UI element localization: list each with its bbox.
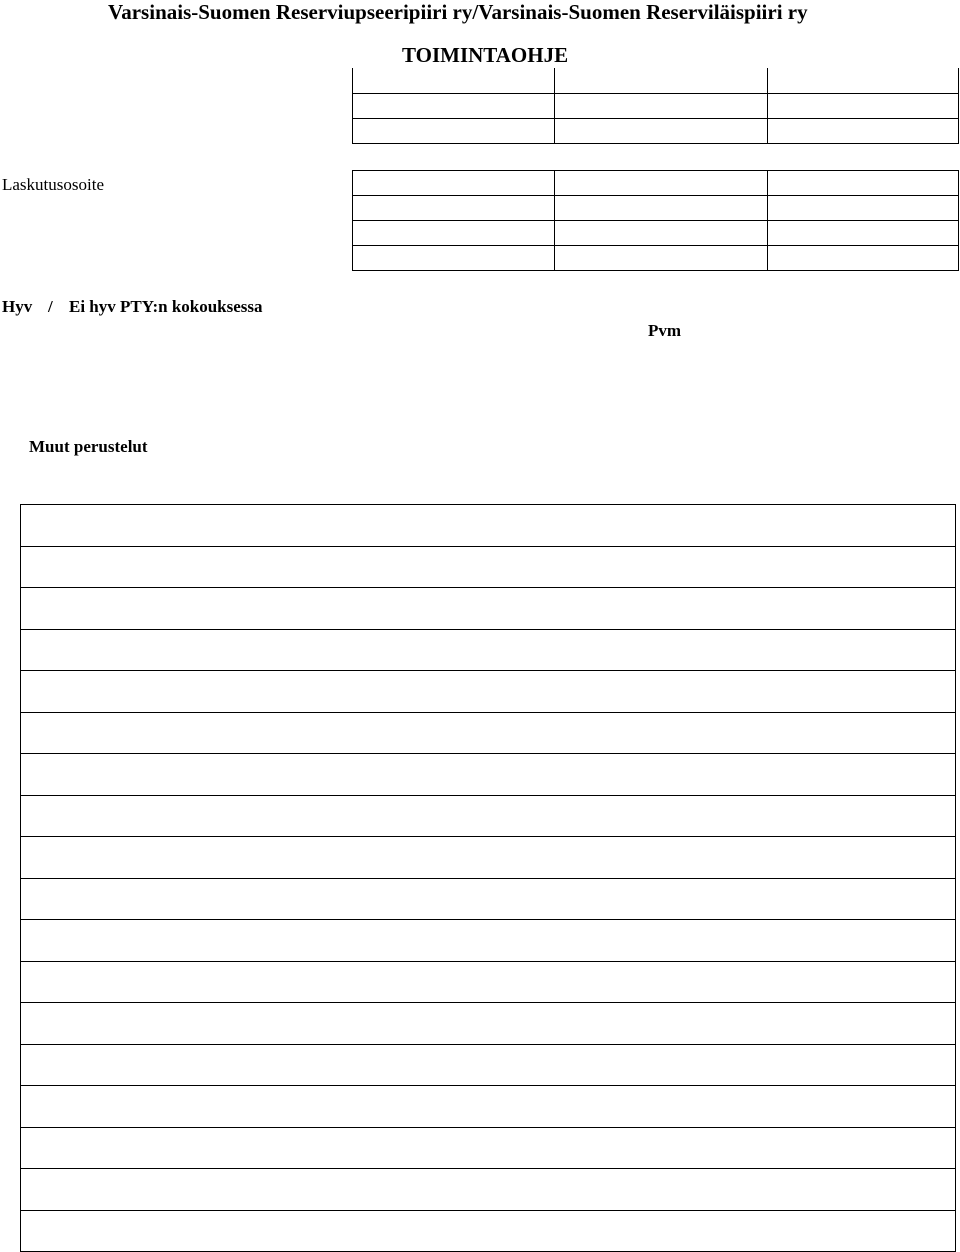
line-row bbox=[21, 837, 956, 879]
document-subtitle: TOIMINTAOHJE bbox=[402, 43, 569, 67]
grid-cell[interactable] bbox=[768, 246, 959, 271]
grid-row bbox=[353, 119, 959, 144]
grid-cell[interactable] bbox=[768, 119, 959, 144]
grid-cell[interactable] bbox=[353, 171, 555, 196]
line-cell[interactable] bbox=[21, 1086, 956, 1128]
line-row bbox=[21, 629, 956, 671]
approval-hyv: Hyv bbox=[2, 297, 33, 316]
document-title: Varsinais-Suomen Reserviupseeripiiri ry/Varsinais-Suomen Reserviläispiiri ry bbox=[108, 0, 808, 24]
info-grid-top bbox=[352, 68, 959, 144]
line-row bbox=[21, 961, 956, 1003]
approval-slash: / bbox=[48, 297, 53, 316]
grid-row bbox=[353, 171, 959, 196]
line-row bbox=[21, 1044, 956, 1086]
grid-cell[interactable] bbox=[353, 196, 555, 221]
line-cell[interactable] bbox=[21, 1210, 956, 1252]
line-cell[interactable] bbox=[21, 1003, 956, 1045]
billing-address-label: Laskutusosoite bbox=[2, 175, 104, 194]
grid-cell[interactable] bbox=[768, 94, 959, 119]
grid-row bbox=[353, 68, 959, 94]
grid-cell[interactable] bbox=[768, 196, 959, 221]
line-cell[interactable] bbox=[21, 795, 956, 837]
grid-cell[interactable] bbox=[353, 221, 555, 246]
line-cell[interactable] bbox=[21, 878, 956, 920]
line-cell[interactable] bbox=[21, 588, 956, 630]
date-label: Pvm bbox=[648, 321, 682, 340]
grid-cell[interactable] bbox=[555, 94, 768, 119]
other-reasons-lines bbox=[20, 504, 956, 1252]
grid-cell[interactable] bbox=[555, 119, 768, 144]
line-cell[interactable] bbox=[21, 629, 956, 671]
grid-cell[interactable] bbox=[768, 68, 959, 94]
line-row bbox=[21, 878, 956, 920]
line-cell[interactable] bbox=[21, 546, 956, 588]
grid-cell[interactable] bbox=[555, 171, 768, 196]
line-row bbox=[21, 1003, 956, 1045]
grid-cell[interactable] bbox=[353, 246, 555, 271]
line-cell[interactable] bbox=[21, 920, 956, 962]
line-cell[interactable] bbox=[21, 1127, 956, 1169]
grid-cell[interactable] bbox=[353, 68, 555, 94]
grid-row bbox=[353, 196, 959, 221]
grid-cell[interactable] bbox=[555, 221, 768, 246]
grid-cell[interactable] bbox=[555, 196, 768, 221]
line-cell[interactable] bbox=[21, 1044, 956, 1086]
grid-row bbox=[353, 221, 959, 246]
line-row bbox=[21, 588, 956, 630]
line-cell[interactable] bbox=[21, 961, 956, 1003]
line-cell[interactable] bbox=[21, 1169, 956, 1211]
line-cell[interactable] bbox=[21, 754, 956, 796]
billing-address-grid bbox=[352, 170, 959, 271]
grid-cell[interactable] bbox=[555, 246, 768, 271]
grid-cell[interactable] bbox=[768, 221, 959, 246]
line-row bbox=[21, 795, 956, 837]
line-row bbox=[21, 546, 956, 588]
line-cell[interactable] bbox=[21, 837, 956, 879]
other-reasons-label: Muut perustelut bbox=[29, 437, 148, 456]
line-row bbox=[21, 712, 956, 754]
line-row bbox=[21, 754, 956, 796]
line-row bbox=[21, 505, 956, 547]
line-row bbox=[21, 1169, 956, 1211]
line-cell[interactable] bbox=[21, 505, 956, 547]
grid-row bbox=[353, 246, 959, 271]
grid-cell[interactable] bbox=[768, 171, 959, 196]
line-row bbox=[21, 1210, 956, 1252]
line-row bbox=[21, 671, 956, 713]
line-row bbox=[21, 920, 956, 962]
grid-cell[interactable] bbox=[353, 119, 555, 144]
grid-cell[interactable] bbox=[353, 94, 555, 119]
line-cell[interactable] bbox=[21, 671, 956, 713]
line-row bbox=[21, 1127, 956, 1169]
line-row bbox=[21, 1086, 956, 1128]
grid-row bbox=[353, 94, 959, 119]
grid-cell[interactable] bbox=[555, 68, 768, 94]
line-cell[interactable] bbox=[21, 712, 956, 754]
approval-ei-hyv: Ei hyv PTY:n kokouksessa bbox=[69, 297, 263, 316]
